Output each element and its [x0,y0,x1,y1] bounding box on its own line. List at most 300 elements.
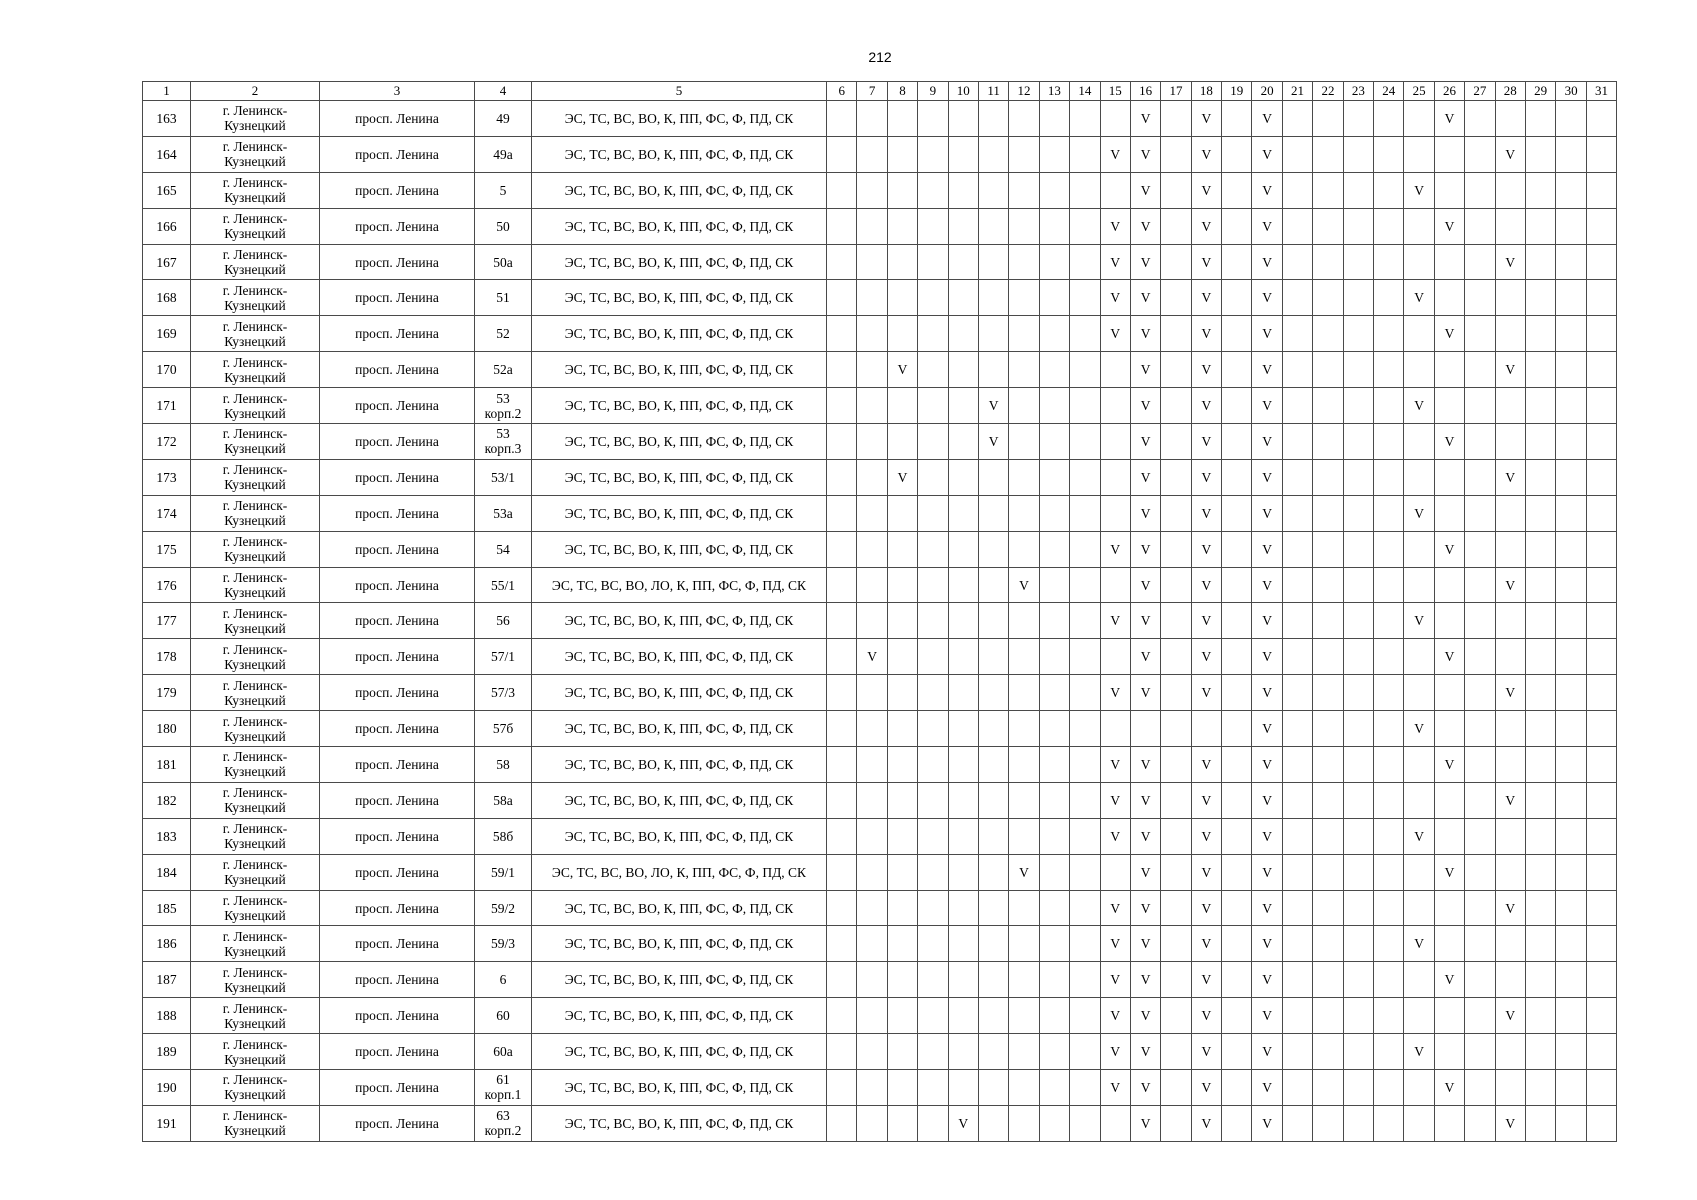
house-cell [475,890,532,926]
house-cell [475,711,532,747]
row-number: 185 [143,890,191,926]
check-mark-col-20: V [1252,352,1282,388]
table-row [143,495,1617,531]
empty-cell-col-14 [1070,603,1100,639]
check-mark-col-15: V [1100,747,1130,783]
empty-cell-col-10 [948,711,978,747]
empty-cell-col-26 [1434,136,1464,172]
empty-cell-col-30 [1556,1105,1586,1141]
street-cell: просп. Ленина [320,818,475,854]
check-mark-col-16: V [1130,890,1160,926]
empty-cell-col-31 [1586,926,1616,962]
empty-cell-col-24 [1374,1105,1404,1141]
empty-cell-col-28 [1495,711,1525,747]
empty-cell-col-23 [1343,675,1373,711]
table-row [143,424,1617,460]
empty-cell-col-7 [857,1105,887,1141]
empty-cell-col-8 [887,1034,917,1070]
check-mark-col-18: V [1191,1070,1221,1106]
empty-cell-col-23 [1343,280,1373,316]
empty-cell-col-8 [887,388,917,424]
table-row [143,926,1617,962]
check-mark-col-15: V [1100,675,1130,711]
check-mark-col-26: V [1434,531,1464,567]
row-number: 173 [143,459,191,495]
empty-cell-col-30 [1556,280,1586,316]
check-mark-col-16: V [1130,747,1160,783]
empty-cell-col-25 [1404,136,1434,172]
empty-cell-col-24 [1374,280,1404,316]
table-row [143,747,1617,783]
city-line: Кузнецкий [224,728,286,744]
empty-cell-col-17 [1161,1070,1191,1106]
check-mark-col-18: V [1191,531,1221,567]
empty-cell-col-15 [1100,495,1130,531]
empty-cell-col-10 [948,244,978,280]
empty-cell-col-27 [1465,101,1495,137]
check-mark-col-20: V [1252,136,1282,172]
empty-cell-col-6 [827,1105,857,1141]
empty-cell-col-12 [1009,818,1039,854]
empty-cell-col-13 [1039,316,1069,352]
empty-cell-col-13 [1039,603,1069,639]
empty-cell-col-12 [1009,495,1039,531]
empty-cell-col-28 [1495,172,1525,208]
check-mark-col-18: V [1191,854,1221,890]
column-header-22: 22 [1313,82,1343,101]
city-line: г. Ленинск- [222,354,288,370]
empty-cell-col-21 [1282,136,1312,172]
empty-cell-col-23 [1343,567,1373,603]
house-cell [475,1070,532,1106]
check-mark-col-16: V [1130,280,1160,316]
table-row [143,459,1617,495]
empty-cell-col-19 [1222,352,1252,388]
empty-cell-col-19 [1222,136,1252,172]
check-mark-col-16: V [1130,1070,1160,1106]
empty-cell-col-6 [827,316,857,352]
check-mark-col-26: V [1434,101,1464,137]
services-cell: ЭС, ТС, ВС, ВО, К, ПП, ФС, Ф, ПД, СК [532,244,827,280]
empty-cell-col-27 [1465,639,1495,675]
empty-cell-col-21 [1282,208,1312,244]
city-line: Кузнецкий [224,190,286,206]
empty-cell-col-19 [1222,424,1252,460]
empty-cell-col-8 [887,998,917,1034]
check-mark-col-18: V [1191,818,1221,854]
empty-cell-col-30 [1556,675,1586,711]
empty-cell-col-31 [1586,1105,1616,1141]
table-row [143,531,1617,567]
city-line: Кузнецкий [224,513,286,529]
empty-cell-col-6 [827,747,857,783]
empty-cell-col-22 [1313,998,1343,1034]
empty-cell-col-29 [1525,818,1555,854]
services-cell: ЭС, ТС, ВС, ВО, К, ПП, ФС, Ф, ПД, СК [532,495,827,531]
empty-cell-col-31 [1586,567,1616,603]
table-row [143,388,1617,424]
empty-cell-col-26 [1434,675,1464,711]
empty-cell-col-27 [1465,711,1495,747]
empty-cell-col-10 [948,208,978,244]
empty-cell-col-15 [1100,172,1130,208]
check-mark-col-20: V [1252,495,1282,531]
empty-cell-col-17 [1161,459,1191,495]
empty-cell-col-26 [1434,711,1464,747]
house-cell [475,962,532,998]
column-header-18: 18 [1191,82,1221,101]
check-mark-col-15: V [1100,1070,1130,1106]
city-cell [191,531,320,567]
city-line: г. Ленинск- [222,964,288,980]
table-row [143,998,1617,1034]
empty-cell-col-15 [1100,854,1130,890]
empty-cell-col-30 [1556,854,1586,890]
empty-cell-col-8 [887,854,917,890]
empty-cell-col-21 [1282,818,1312,854]
check-mark-col-12: V [1009,567,1039,603]
empty-cell-col-8 [887,1070,917,1106]
empty-cell-col-17 [1161,675,1191,711]
services-cell: ЭС, ТС, ВС, ВО, К, ПП, ФС, Ф, ПД, СК [532,388,827,424]
empty-cell-col-21 [1282,603,1312,639]
check-mark-col-25: V [1404,603,1434,639]
city-line: Кузнецкий [224,226,286,242]
house-cell [475,352,532,388]
empty-cell-col-21 [1282,998,1312,1034]
empty-cell-col-30 [1556,1034,1586,1070]
city-cell [191,926,320,962]
empty-cell-col-7 [857,567,887,603]
city-cell [191,280,320,316]
empty-cell-col-23 [1343,1070,1373,1106]
empty-cell-col-23 [1343,172,1373,208]
empty-cell-col-9 [918,926,948,962]
house-cell [475,388,532,424]
city-line: г. Ленинск- [222,282,288,298]
street-cell: просп. Ленина [320,854,475,890]
empty-cell-col-9 [918,854,948,890]
empty-cell-col-14 [1070,388,1100,424]
empty-cell-col-13 [1039,782,1069,818]
empty-cell-col-22 [1313,1070,1343,1106]
empty-cell-col-15 [1100,424,1130,460]
empty-cell-col-9 [918,316,948,352]
empty-cell-col-14 [1070,172,1100,208]
empty-cell-col-31 [1586,639,1616,675]
city-line: Кузнецкий [224,154,286,170]
empty-cell-col-23 [1343,926,1373,962]
empty-cell-col-13 [1039,998,1069,1034]
empty-cell-col-11 [978,459,1008,495]
empty-cell-col-30 [1556,531,1586,567]
empty-cell-col-27 [1465,280,1495,316]
empty-cell-col-29 [1525,567,1555,603]
services-cell: ЭС, ТС, ВС, ВО, К, ПП, ФС, Ф, ПД, СК [532,926,827,962]
column-header-13: 13 [1039,82,1069,101]
empty-cell-col-28 [1495,962,1525,998]
empty-cell-col-8 [887,531,917,567]
empty-cell-col-29 [1525,459,1555,495]
empty-cell-col-11 [978,208,1008,244]
column-header-24: 24 [1374,82,1404,101]
empty-cell-col-13 [1039,424,1069,460]
city-cell [191,244,320,280]
empty-cell-col-10 [948,782,978,818]
column-header-30: 30 [1556,82,1586,101]
empty-cell-col-12 [1009,424,1039,460]
city-line: г. Ленинск- [222,893,288,909]
empty-cell-col-15 [1100,1105,1130,1141]
empty-cell-col-14 [1070,926,1100,962]
house-line: 53/1 [490,469,515,485]
table-row [143,316,1617,352]
empty-cell-col-19 [1222,711,1252,747]
street-cell: просп. Ленина [320,782,475,818]
empty-cell-col-30 [1556,603,1586,639]
check-mark-col-16: V [1130,101,1160,137]
column-header-2: 2 [191,82,320,101]
empty-cell-col-11 [978,136,1008,172]
empty-cell-col-11 [978,675,1008,711]
street-cell: просп. Ленина [320,1034,475,1070]
check-mark-col-25: V [1404,711,1434,747]
empty-cell-col-31 [1586,136,1616,172]
empty-cell-col-29 [1525,495,1555,531]
check-mark-col-20: V [1252,280,1282,316]
table-row [143,136,1617,172]
empty-cell-col-24 [1374,316,1404,352]
services-cell: ЭС, ТС, ВС, ВО, К, ПП, ФС, Ф, ПД, СК [532,782,827,818]
empty-cell-col-19 [1222,388,1252,424]
check-mark-col-20: V [1252,459,1282,495]
empty-cell-col-13 [1039,639,1069,675]
empty-cell-col-19 [1222,280,1252,316]
empty-cell-col-30 [1556,818,1586,854]
column-header-8: 8 [887,82,917,101]
empty-cell-col-19 [1222,747,1252,783]
empty-cell-col-29 [1525,711,1555,747]
street-cell: просп. Ленина [320,208,475,244]
check-mark-col-16: V [1130,639,1160,675]
empty-cell-col-7 [857,962,887,998]
empty-cell-col-12 [1009,639,1039,675]
empty-cell-col-31 [1586,316,1616,352]
empty-cell-col-9 [918,1034,948,1070]
check-mark-col-18: V [1191,136,1221,172]
check-mark-col-16: V [1130,172,1160,208]
empty-cell-col-9 [918,711,948,747]
empty-cell-col-22 [1313,675,1343,711]
empty-cell-col-19 [1222,926,1252,962]
empty-cell-col-17 [1161,962,1191,998]
empty-cell-col-7 [857,208,887,244]
empty-cell-col-27 [1465,424,1495,460]
row-number: 188 [143,998,191,1034]
empty-cell-col-10 [948,818,978,854]
empty-cell-col-11 [978,1105,1008,1141]
empty-cell-col-17 [1161,388,1191,424]
row-number: 186 [143,926,191,962]
check-mark-col-18: V [1191,567,1221,603]
check-mark-col-16: V [1130,136,1160,172]
empty-cell-col-28 [1495,603,1525,639]
city-line: г. Ленинск- [222,928,288,944]
empty-cell-col-14 [1070,1105,1100,1141]
empty-cell-col-22 [1313,711,1343,747]
column-header-12: 12 [1009,82,1039,101]
empty-cell-col-14 [1070,567,1100,603]
empty-cell-col-7 [857,531,887,567]
empty-cell-col-30 [1556,567,1586,603]
empty-cell-col-29 [1525,998,1555,1034]
empty-cell-col-6 [827,675,857,711]
table-row [143,1105,1617,1141]
empty-cell-col-27 [1465,459,1495,495]
empty-cell-col-10 [948,603,978,639]
empty-cell-col-29 [1525,280,1555,316]
check-mark-col-25: V [1404,388,1434,424]
empty-cell-col-23 [1343,136,1373,172]
empty-cell-col-25 [1404,962,1434,998]
check-mark-col-20: V [1252,747,1282,783]
check-mark-col-28: V [1495,1105,1525,1141]
street-cell: просп. Ленина [320,424,475,460]
empty-cell-col-14 [1070,280,1100,316]
table-row [143,818,1617,854]
city-line: г. Ленинск- [222,1108,288,1124]
house-line: 53 [496,426,510,442]
empty-cell-col-19 [1222,567,1252,603]
empty-cell-col-12 [1009,1105,1039,1141]
services-cell: ЭС, ТС, ВС, ВО, К, ПП, ФС, Ф, ПД, СК [532,459,827,495]
empty-cell-col-31 [1586,1034,1616,1070]
check-mark-col-16: V [1130,818,1160,854]
city-line: г. Ленинск- [222,318,288,334]
empty-cell-col-6 [827,495,857,531]
empty-cell-col-28 [1495,495,1525,531]
empty-cell-col-9 [918,136,948,172]
empty-cell-col-24 [1374,675,1404,711]
empty-cell-col-23 [1343,316,1373,352]
empty-cell-col-13 [1039,1070,1069,1106]
house-cell [475,280,532,316]
row-number: 163 [143,101,191,137]
empty-cell-col-21 [1282,280,1312,316]
empty-cell-col-7 [857,172,887,208]
city-line: Кузнецкий [224,1015,286,1031]
empty-cell-col-11 [978,531,1008,567]
city-line: Кузнецкий [224,836,286,852]
street-cell: просп. Ленина [320,136,475,172]
empty-cell-col-15 [1100,352,1130,388]
empty-cell-col-9 [918,244,948,280]
empty-cell-col-11 [978,316,1008,352]
register-table [142,81,1617,1142]
row-number: 191 [143,1105,191,1141]
city-line: г. Ленинск- [222,1036,288,1052]
empty-cell-col-7 [857,424,887,460]
city-line: Кузнецкий [224,477,286,493]
empty-cell-col-12 [1009,1070,1039,1106]
check-mark-col-15: V [1100,208,1130,244]
empty-cell-col-8 [887,782,917,818]
empty-cell-col-9 [918,352,948,388]
empty-cell-col-26 [1434,388,1464,424]
empty-cell-col-12 [1009,136,1039,172]
empty-cell-col-19 [1222,208,1252,244]
city-line: Кузнецкий [224,1051,286,1067]
empty-cell-col-29 [1525,675,1555,711]
check-mark-col-18: V [1191,388,1221,424]
empty-cell-col-22 [1313,136,1343,172]
check-mark-col-16: V [1130,244,1160,280]
check-mark-col-15: V [1100,1034,1130,1070]
street-cell: просп. Ленина [320,280,475,316]
empty-cell-col-11 [978,101,1008,137]
empty-cell-col-28 [1495,316,1525,352]
empty-cell-col-26 [1434,280,1464,316]
city-cell [191,782,320,818]
city-line: г. Ленинск- [222,677,288,693]
empty-cell-col-27 [1465,603,1495,639]
empty-cell-col-30 [1556,747,1586,783]
empty-cell-col-25 [1404,1070,1434,1106]
empty-cell-col-29 [1525,747,1555,783]
empty-cell-col-24 [1374,567,1404,603]
services-cell: ЭС, ТС, ВС, ВО, К, ПП, ФС, Ф, ПД, СК [532,962,827,998]
empty-cell-col-29 [1525,388,1555,424]
empty-cell-col-11 [978,890,1008,926]
city-line: Кузнецкий [224,979,286,995]
empty-cell-col-17 [1161,531,1191,567]
house-line: 63 [496,1108,510,1124]
empty-cell-col-22 [1313,854,1343,890]
empty-cell-col-6 [827,890,857,926]
empty-cell-col-9 [918,998,948,1034]
services-cell: ЭС, ТС, ВС, ВО, К, ПП, ФС, Ф, ПД, СК [532,675,827,711]
empty-cell-col-25 [1404,854,1434,890]
empty-cell-col-6 [827,531,857,567]
empty-cell-col-8 [887,711,917,747]
empty-cell-col-17 [1161,1034,1191,1070]
column-header-31: 31 [1586,82,1616,101]
empty-cell-col-9 [918,208,948,244]
row-number: 167 [143,244,191,280]
city-line: г. Ленинск- [222,857,288,873]
empty-cell-col-25 [1404,424,1434,460]
empty-cell-col-22 [1313,1105,1343,1141]
check-mark-col-16: V [1130,962,1160,998]
empty-cell-col-8 [887,818,917,854]
empty-cell-col-30 [1556,136,1586,172]
check-mark-col-16: V [1130,1105,1160,1141]
empty-cell-col-11 [978,244,1008,280]
table-row [143,352,1617,388]
house-line: 54 [496,541,510,557]
house-line: 57/3 [490,685,515,701]
empty-cell-col-7 [857,388,887,424]
empty-cell-col-21 [1282,495,1312,531]
empty-cell-col-22 [1313,926,1343,962]
house-line: 50 [496,218,510,234]
city-cell [191,352,320,388]
empty-cell-col-26 [1434,352,1464,388]
empty-cell-col-7 [857,998,887,1034]
check-mark-col-15: V [1100,962,1130,998]
empty-cell-col-10 [948,890,978,926]
empty-cell-col-29 [1525,782,1555,818]
